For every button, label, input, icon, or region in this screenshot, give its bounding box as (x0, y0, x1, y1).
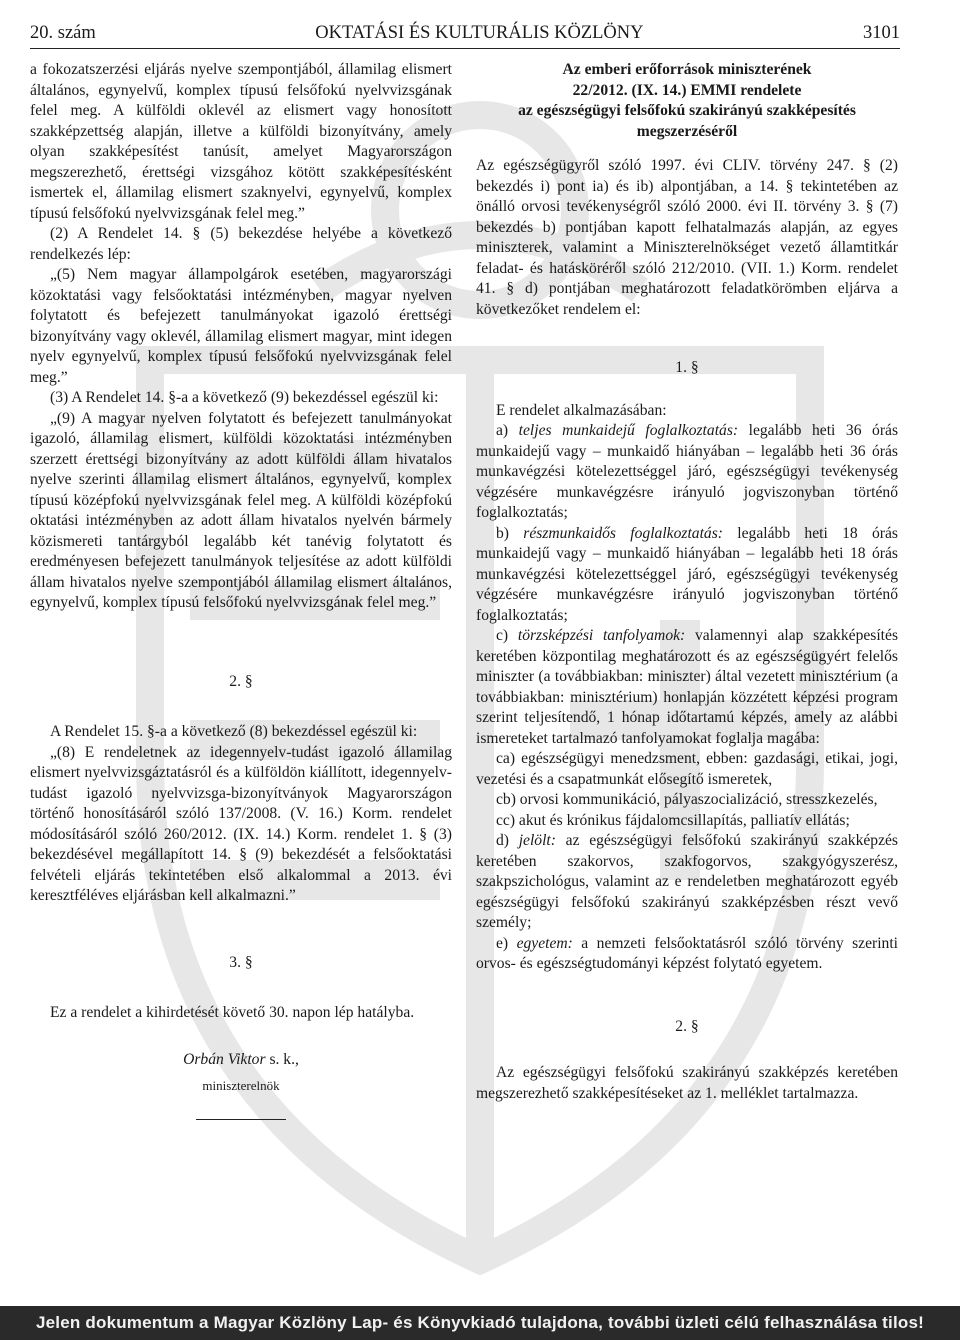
section-heading: 3. § (229, 953, 253, 971)
right-column (476, 60, 898, 1104)
definition-ca: ca) egészségügyi menedzsment, ebben: gazdasági, etikai, jogi, vezetési és a csapatmunkát elősegítő ismeretek, (476, 750, 898, 788)
title-line: 22/2012. (IX. 14.) EMMI rendelete (572, 81, 802, 99)
definition-e: e) egyetem: a nemzeti felsőoktatásról szóló törvény szerinti orvos- és egészségtudományi képzést folytató egyetem. (476, 934, 899, 972)
paragraph: „(5) Nem magyar állampolgárok esetében, magyarországi közoktatási vagy felsőoktatási intézményben, magyar nyelven folytatott és befejezett tanulmányokat igazoló érettségi bizonyítvány vagy oklevél, államilag elismert magyar, mint idegen nyelv egynyelvű, komplex típusú felsőfokú nyelvvizsgának felel meg.” (30, 266, 452, 386)
left-column (30, 60, 452, 1120)
preamble: Az egészségügyről szóló 1997. évi CLIV. törvény 247. § (2) bekezdés i) pont ia) és ib) alpontjában, a 14. § tekintetében az önálló orvosi tevékenységről szóló 2000. évi II. törvény 3. § (7) bekezdés b) pontjában kapott felhatalmazás alapján, az egyes miniszterek, valamint a Miniszterelnökséget vezető államtitkár feladat- és hatásköréről szóló 212/2010. (VII. 1.) Korm. rendelet 41. § d) pontjában meghatározott feladatkörömben eljárva a következőket rendelem el: (476, 157, 898, 318)
signature-role: miniszterelnök (202, 1078, 280, 1093)
paragraph: „(9) A magyar nyelven folytatott és befejezett tanulmányokat igazoló, államilag elismert, külföldi közoktatási intézményben szerzett érettségi bizonyítvány az adott külföldi állam hivatalos nyelve szerinti államilag elismert általános, egynyelvű, komplex típusú középfokú nyelvvizsgának felel meg. A külföldi középfokú oktatási intézményben az adott állam hivatalos nyelvén bármely közismereti tantárgyból legalább két tanévig folytatott és eredményesen befejezett tanulmányok teljesítése az adott külföldi állam hivatalos nyelve szempontjából államilag elismert általános, egynyelvű, komplex típusú felsőfokú nyelvvizsgának felel meg.” (30, 409, 452, 611)
paragraph: (2) A Rendelet 14. § (5) bekezdése helyébe a következő rendelkezés lép: (30, 225, 452, 263)
section-heading: 1. § (675, 359, 699, 376)
page-number: 3101 (863, 23, 900, 43)
definition-cc: cc) akut és krónikus fájdalomcsillapítás, palliatív ellátás; (496, 811, 850, 829)
paragraph: E rendelet alkalmazásában: (496, 401, 667, 419)
definition-b: b) részmunkaidős foglalkoztatás: legalább heti 18 órás munkaidejű vagy – munkaidő hiányában – legalább heti 18 órás munkavégzési kötelezettséggel járó, egészségügyi tevékenység végzésére munkavégzésre irányuló jogviszonyban történő foglalkoztatás; (476, 524, 898, 624)
definition-a: a) teljes munkaidejű foglalkoztatás: legalább heti 36 órás munkaidejű vagy – munkaidő hiányában – legalább heti 36 órás munkavégzési kötelezettséggel járó, egészségügyi tevékenység végzésére munkavégzésre irányuló jogviszonyban történő foglalkoztatás; (476, 422, 899, 521)
page-header (30, 14, 900, 49)
title-line: az egészségügyi felsőfokú szakirányú szakképesítés (518, 102, 856, 119)
signature-block (30, 1050, 452, 1120)
decree-title (476, 60, 898, 142)
title-line: megszerzéséről (636, 122, 738, 140)
paragraph: (3) A Rendelet 14. §-a a következő (9) bekezdéssel egészül ki: (50, 389, 439, 406)
copyright-notice: Jelen dokumentum a Magyar Közlöny Lap- és Könyvkiadó tulajdona, további üzleti célú felhasználása tilos! (0, 1306, 960, 1340)
title-line: Az emberi erőforrások miniszterének (562, 61, 812, 78)
signature-divider (196, 1119, 286, 1120)
paragraph: A Rendelet 15. §-a a következő (8) bekezdéssel egészül ki: (50, 723, 418, 740)
issue-number: 20. szám (30, 23, 96, 43)
signature-name: Orbán Viktor (183, 1050, 266, 1068)
section-heading: 2. § (675, 1017, 699, 1035)
definition-c: c) törzsképzési tanfolyamok: valamennyi alap szakképesítés keretében központilag meghatározott és az egészségügyért felelős miniszter (a továbbiakban: miniszter) által vezetett minisztérium (a továbbiakban: minisztérium) honlapján közzétett képzési program szerint teljesítendő, 1 hónap időtartamú képzés, amely az alábbi ismereteket tartalmazó tanfolyamokat foglalja magába: (476, 627, 899, 747)
journal-title: OKTATÁSI ÉS KULTURÁLIS KÖZLÖNY (315, 23, 644, 43)
paragraph: Ez a rendelet a kihirdetését követő 30. napon lép hatályba. (50, 1004, 415, 1021)
signature-sk: s. k., (265, 1050, 299, 1068)
paragraph: „(8) E rendeletnek az idegennyelv-tudást igazoló államilag elismert nyelvvizsgáztatásról és a külföldön kiállított, idegennyelv-tudást igazoló nyelvvizsga-bizonyítványok Magyarországon történő honosításáról szóló 137/2008. (V. 16.) Korm. rendelet módosításáról szóló 260/2012. (IX. 14.) Korm. rendelet 1. § (3) bekezdésével megállapított 14. § (9) bekezdését a felsőoktatási felvételi eljárás tekintetében első alkalommal a 2013. évi keresztféléves eljárásban kell alkalmazni.” (30, 743, 452, 904)
definition-cb: cb) orvosi kommunikáció, pályaszocializáció, stresszkezelés, (496, 791, 878, 808)
paragraph: a fokozatszerzési eljárás nyelve szempontjából, államilag elismert általános, egynyelvű, komplex típusú felsőfokú nyelvvizsgának felel meg. A külföldi oklevél az elismert vagy honosított szakképzettség alapján, illetve a külföldi bizonyítvány, amely olyan szakképesítést tanúsít, amelyet Magyarországon megszerezhető, érettségi vizsgához kötött szakképesítésként ismertek el, államilag elismert szaknyelvi, egynyelvű, komplex típusú felsőfokú nyelvvizsgának felel meg.” (30, 61, 452, 222)
definition-d: d) jelölt: az egészségügyi felsőfokú szakirányú szakképzés keretében szakorvos, szakfogorvos, szakgyógyszerész, szakpszichológus, valamint az e rendeletben meghatározott egyéb egészségügyi felsőfokú szakirányú szakképzésben részt vevő személy; (476, 832, 898, 931)
section-heading: 2. § (229, 672, 253, 690)
paragraph: Az egészségügyi felsőfokú szakirányú szakképzés keretében megszerezhető szakképesítéseket az 1. melléklet tartalmazza. (476, 1064, 898, 1102)
